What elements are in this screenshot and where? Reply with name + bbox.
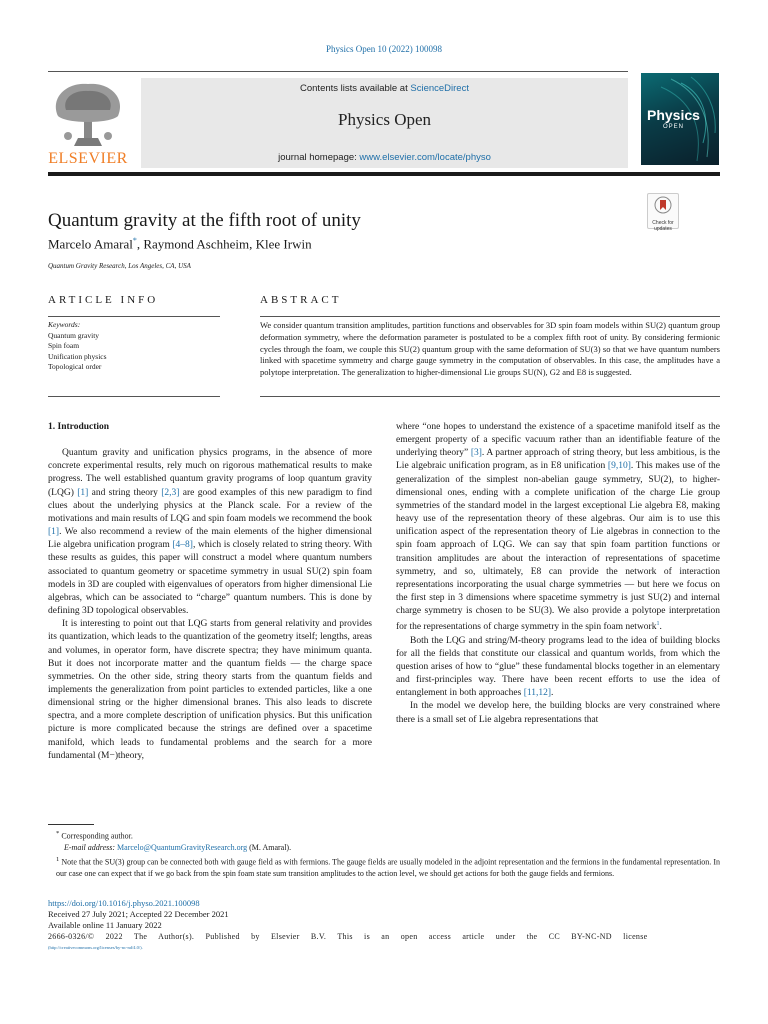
- affiliation: Quantum Gravity Research, Los Angeles, CA, USA: [48, 262, 191, 270]
- footnote-1: $^1$ Note that the SU(3) group can be connected both with gauge field as with fermions. The gauge fields are usually modeled in the adjoint representation and the fermions in the fundamental representation. In our case one can expect that if we go back from the spin foam state sum transition amplitudes to the action level, we should get actions for both the gauge fields and fermions.: [56, 855, 721, 878]
- journal-homepage-link[interactable]: www.elsevier.com/locate/physo: [359, 152, 491, 163]
- publisher-logo-text: ELSEVIER: [48, 150, 128, 167]
- citation-link[interactable]: [3]: [470, 448, 482, 459]
- article-title: Quantum gravity at the fifth root of unity: [48, 210, 361, 231]
- tree-icon: [48, 78, 128, 148]
- citation-link[interactable]: [9,10]: [607, 461, 631, 472]
- keyword: Topological order: [48, 362, 102, 371]
- citation-link[interactable]: [1]: [77, 487, 89, 498]
- divider: [48, 396, 220, 397]
- keyword: Quantum gravity: [48, 330, 100, 340]
- citation-link[interactable]: [1]: [48, 527, 60, 538]
- check-for-updates-label: Check for updates: [652, 220, 674, 232]
- license-link[interactable]: (http://creativecommons.org/licenses/by-nc-nd/4.0/).: [48, 945, 143, 950]
- header-rule-thick: [48, 172, 720, 176]
- footnotes: [48, 828, 720, 879]
- homepage-prefix: journal homepage:: [278, 152, 360, 163]
- bookmark-icon: [654, 196, 672, 214]
- cover-subtitle: OPEN: [663, 124, 685, 130]
- paragraph: It is interesting to point out that LQG starts from general relativity and provides its quantization, which leads to the quantization of the geometry itself; lengths, areas and volumes, in operator form, have discrete spectra; they have minimum quanta. But it does not incorporate matter and the quantum fields — the charge space symmetries. On the other side, string theory starts from the quantum fields and implements the generalization from point particles to extended particles, like a one dimensional string or the higher dimensional branes. This also leads to discrete spectra, and a more complete description of unification physics. But this unification picture is more complicated because the strings are defined over a spacetime manifold, which leads to fundamental problems and the search for a more fundamental (M−)theory,: [48, 619, 372, 761]
- divider: [260, 316, 720, 317]
- citation-link[interactable]: [11,12]: [523, 688, 552, 699]
- header-rule: [48, 71, 628, 72]
- received-dates: Received 27 July 2021; Accepted 22 December 2021: [48, 909, 229, 919]
- publisher-logo[interactable]: [48, 78, 128, 168]
- author-list: [48, 236, 312, 252]
- divider: [48, 316, 220, 317]
- paragraph: where “one hopes to understand the existence of a spacetime manifold itself as the emergent property of a specific vacuum rather than an identifiable feature of the underlying theory” [3]. A partner approach of string theory, but less ambitious, is the Lie algebraic unification program, as in E8 unification [9,10]. This makes use of the generalization of the simplest non-abelian gauge symmetry, SU(2), to higher-dimensional ones, ending with a complete unification of the charge Lie group symmetries of the standard model in the largest exceptional Lie algebra E8, making heavy use of the representation theory of these algebras. Our aim is to use this unification aspect of the representation theory of Lie algebras in connection to the spin foam approach of LQG. We can say that spin foam partition functions or transition amplitudes are about the interaction of representations of spacetime symmetry, and so, ultimately, E8 can provide the network of interaction representations incorporating the usual charge symmetries — but here we focus on the first step in 3 dimensions where spacetime symmetry is just SU(2) and internal charge symmetry is chosen to be SU(3). We also provide a polytope interpretation for the representations of charge symmetry in the spin foam network$^1$.: [396, 422, 720, 633]
- journal-masthead: [141, 78, 628, 168]
- email-note: E-mail address: Marcelo@QuantumGravityResearch.org (M. Amaral).: [64, 843, 292, 853]
- body-column-right: [396, 421, 720, 727]
- homepage-line: [141, 152, 628, 163]
- check-for-updates-button[interactable]: [647, 193, 679, 232]
- email-link[interactable]: Marcelo@QuantumGravityResearch.org: [117, 843, 248, 853]
- other-authors: , Raymond Aschheim, Klee Irwin: [136, 236, 312, 252]
- keywords-block: [48, 320, 220, 373]
- paragraph: Quantum gravity and unification physics programs, in the absence of more concrete experimental results, rely much on rigorous mathematical results to make progress. The well established quantum gravity programs of loop quantum gravity (LQG) [1] and string theory [2,3] are good examples of this new paradigm to find clues about the underlying physics at the Planck scale. For a review of the motivations and main results of LQG and spin foam models we recommend the book [1]. We also recommend a review of the main elements of the higher dimensional Lie algebra unification program [4–8], which is closely related to string theory. With these results as guides, this paper will construct a model where quantum numbers associated to quantum geometry or spacetime symmetry in usual SU(2) spin foam models in 3D are coupled with eigenvalues of operators from higher dimensional Lie algebras, which can be associated to “charge” quantum numbers. This is done by defining 3D topological observables.: [48, 448, 373, 617]
- contents-line: [141, 83, 628, 94]
- article-info-heading: ARTICLE INFO: [48, 294, 159, 306]
- footnote-link[interactable]: 1: [656, 621, 660, 628]
- paragraph: In the model we develop here, the building blocks are very constrained where there is a small set of Lie algebra representations that: [396, 701, 720, 725]
- doi-link[interactable]: https://doi.org/10.1016/j.physo.2021.100098: [48, 898, 200, 908]
- journal-cover[interactable]: [641, 73, 719, 165]
- cover-title: Physics: [647, 107, 700, 123]
- sciencedirect-link[interactable]: ScienceDirect: [410, 83, 469, 94]
- keyword: Unification physics: [48, 351, 107, 361]
- body-column-left: [48, 421, 372, 763]
- article-meta: [48, 898, 720, 953]
- license-statement: 2666-0326/© 2022 The Author(s). Published by Elsevier B.V. This is an open access article under the CC BY-NC-ND license: [48, 932, 648, 941]
- journal-name: Physics Open: [337, 110, 432, 129]
- footnote-rule: [48, 824, 94, 825]
- online-date: Available online 11 January 2022: [48, 920, 162, 930]
- paragraph: Both the LQG and string/M-theory programs lead to the idea of building blocks for all the fields that constitute our classical and quantum worlds, from which the question arises of how to “glue” these fundamental blocks together in an elementary and first-principles way. There have been recent efforts to use the idea of entanglement in both approaches [11,12].: [396, 635, 720, 699]
- contents-prefix: Contents lists available at: [300, 83, 411, 94]
- abstract-heading: ABSTRACT: [260, 294, 342, 306]
- keyword: Spin foam: [48, 341, 80, 350]
- section-heading: 1. Introduction: [48, 422, 110, 432]
- citation-link[interactable]: [4–8]: [172, 540, 193, 551]
- divider: [260, 396, 720, 397]
- abstract-text: We consider quantum transition amplitudes, partition functions and observables for 3D spin foam models within SU(2) quantum group deformation symmetry, where the deformation parameter is postulated to be a complex fifth root of unity. By considering fermionic cycles through the foam, we couple this SU(2) quantum group with the same deformation of SU(3) so that we have quantum numbers linked with spacetime symmetry and charge gauge symmetry in the computation of observables. In this case, the amplitudes have a polytope interpretation. The generalization to higher-dimensional Lie groups SU(N), G2 and E8 is suggested.: [260, 320, 720, 378]
- corresponding-author-mark[interactable]: *: [132, 236, 137, 245]
- keywords-label: Keywords:: [48, 320, 81, 329]
- citation-link[interactable]: [2,3]: [161, 487, 180, 498]
- author-name[interactable]: Marcelo Amaral: [48, 236, 133, 252]
- corresponding-note: * Corresponding author.: [56, 830, 133, 841]
- journal-citation[interactable]: Physics Open 10 (2022) 100098: [326, 44, 442, 54]
